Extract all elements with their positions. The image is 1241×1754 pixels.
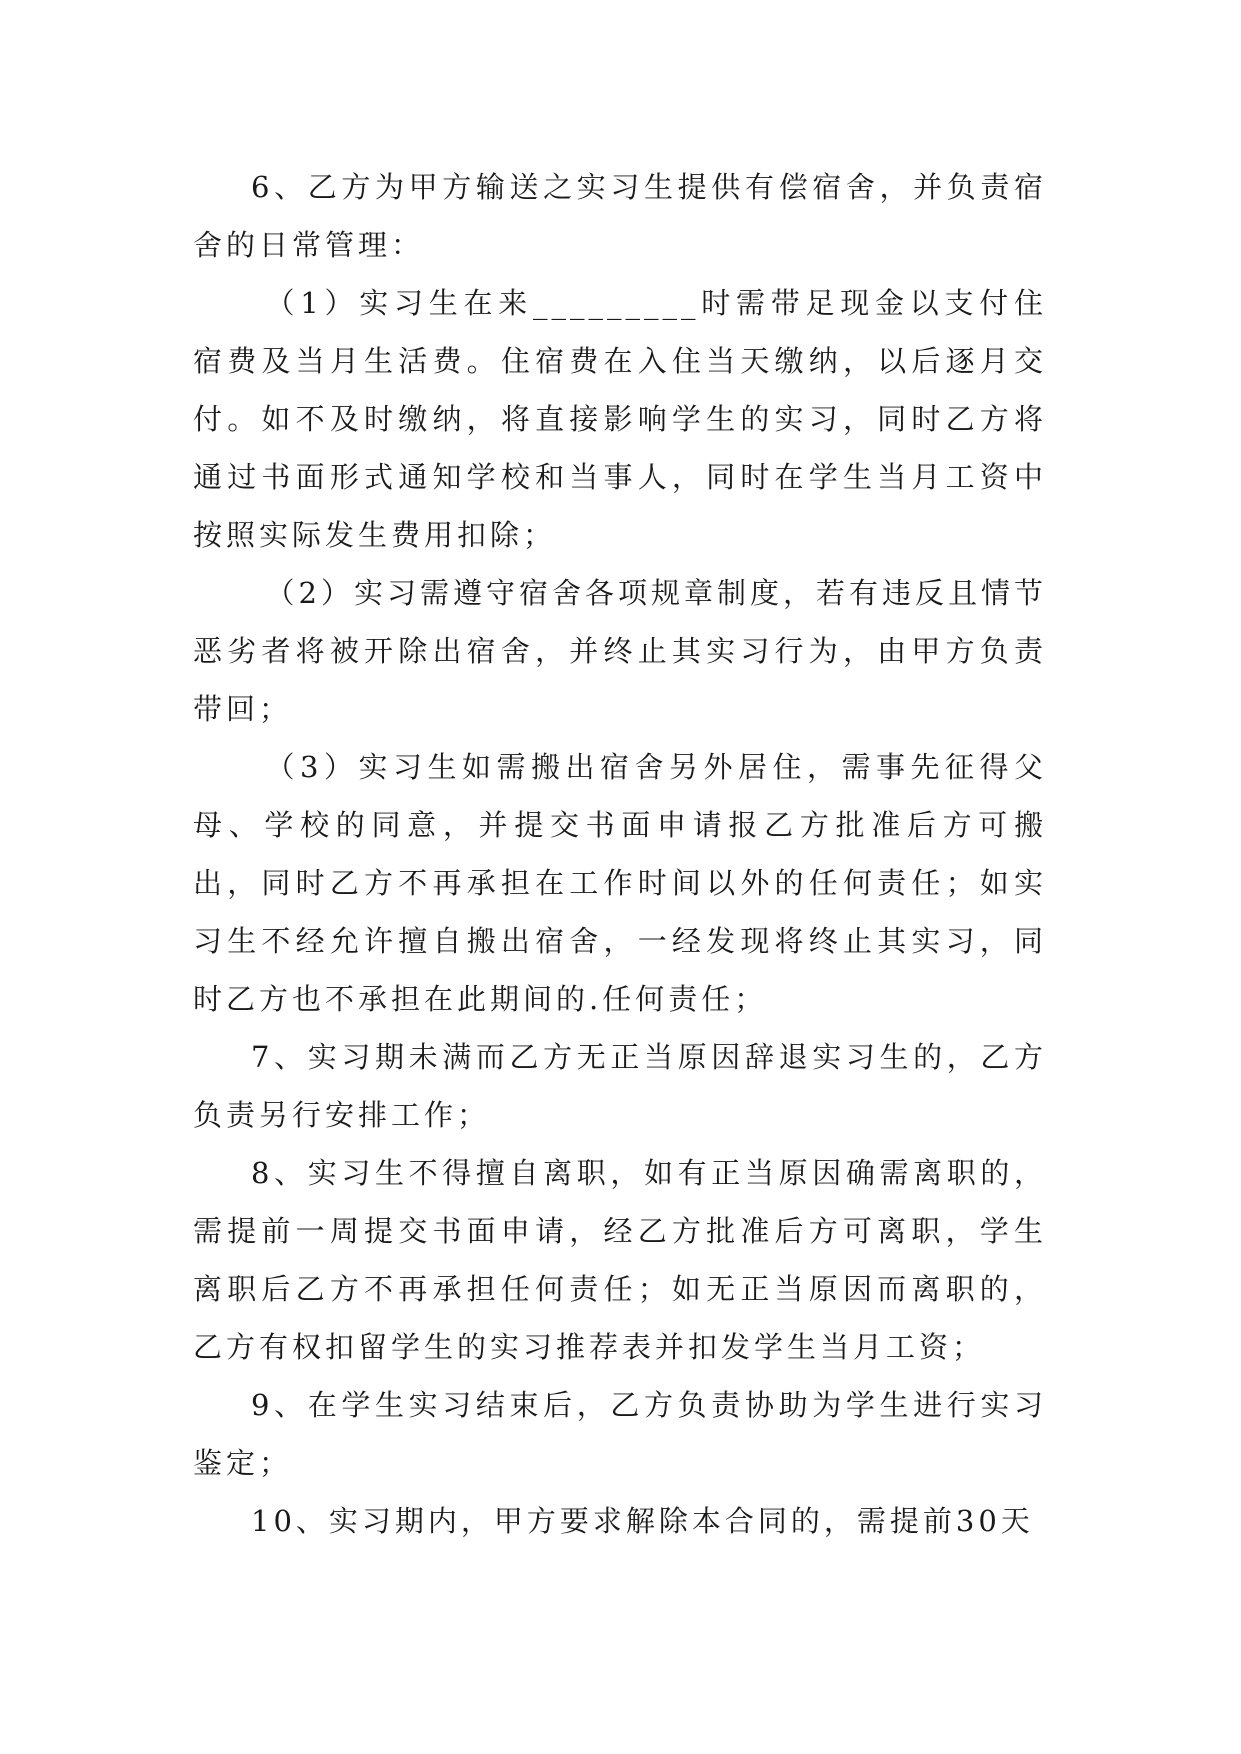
clause-7-paragraph: 7、实习期未满而乙方无正当原因辞退实习生的，乙方负责另行安排工作； <box>193 1040 1047 1132</box>
clause-6-item-2-paragraph: （2）实习需遵守宿舍各项规章制度，若有违反且情节恶劣者将被开除出宿舍，并终止其实习行为，由甲方负责带回； <box>193 576 1047 726</box>
clause-6-item-1-paragraph: （1）实习生在来_________时需带足现金以支付住宿费及当月生活费。住宿费在入住当天缴纳，以后逐月交付。如不及时缴纳，将直接影响学生的实习，同时乙方将通过书面形式通知学校和当事人，同时在学生当月工资中按照实际发生费用扣除； <box>193 286 1047 552</box>
clause-10-paragraph: 10、实习期内，甲方要求解除本合同的，需提前30天 <box>251 1504 1034 1538</box>
clause-8-paragraph: 8、实习生不得擅自离职，如有正当原因确需离职的，需提前一周提交书面申请，经乙方批准后方可离职，学生离职后乙方不再承担任何责任；如无正当原因而离职的，乙方有权扣留学生的实习推荐表并扣发学生当月工资； <box>193 1156 1047 1364</box>
clause-9-paragraph: 9、在学生实习结束后，乙方负责协助为学生进行实习鉴定； <box>193 1388 1047 1480</box>
clause-6-item-3-paragraph: （3）实习生如需搬出宿舍另外居住，需事先征得父母、学校的同意，并提交书面申请报乙方批准后方可搬出，同时乙方不再承担在工作时间以外的任何责任；如实习生不经允许擅自搬出宿舍，一经发现将终止其实习，同时乙方也不承担在此期间的.任何责任； <box>193 750 1047 1016</box>
clause-6-paragraph: 6、乙方为甲方输送之实习生提供有偿宿舍，并负责宿舍的日常管理： <box>193 170 1047 262</box>
document-body <box>193 158 1047 1550</box>
